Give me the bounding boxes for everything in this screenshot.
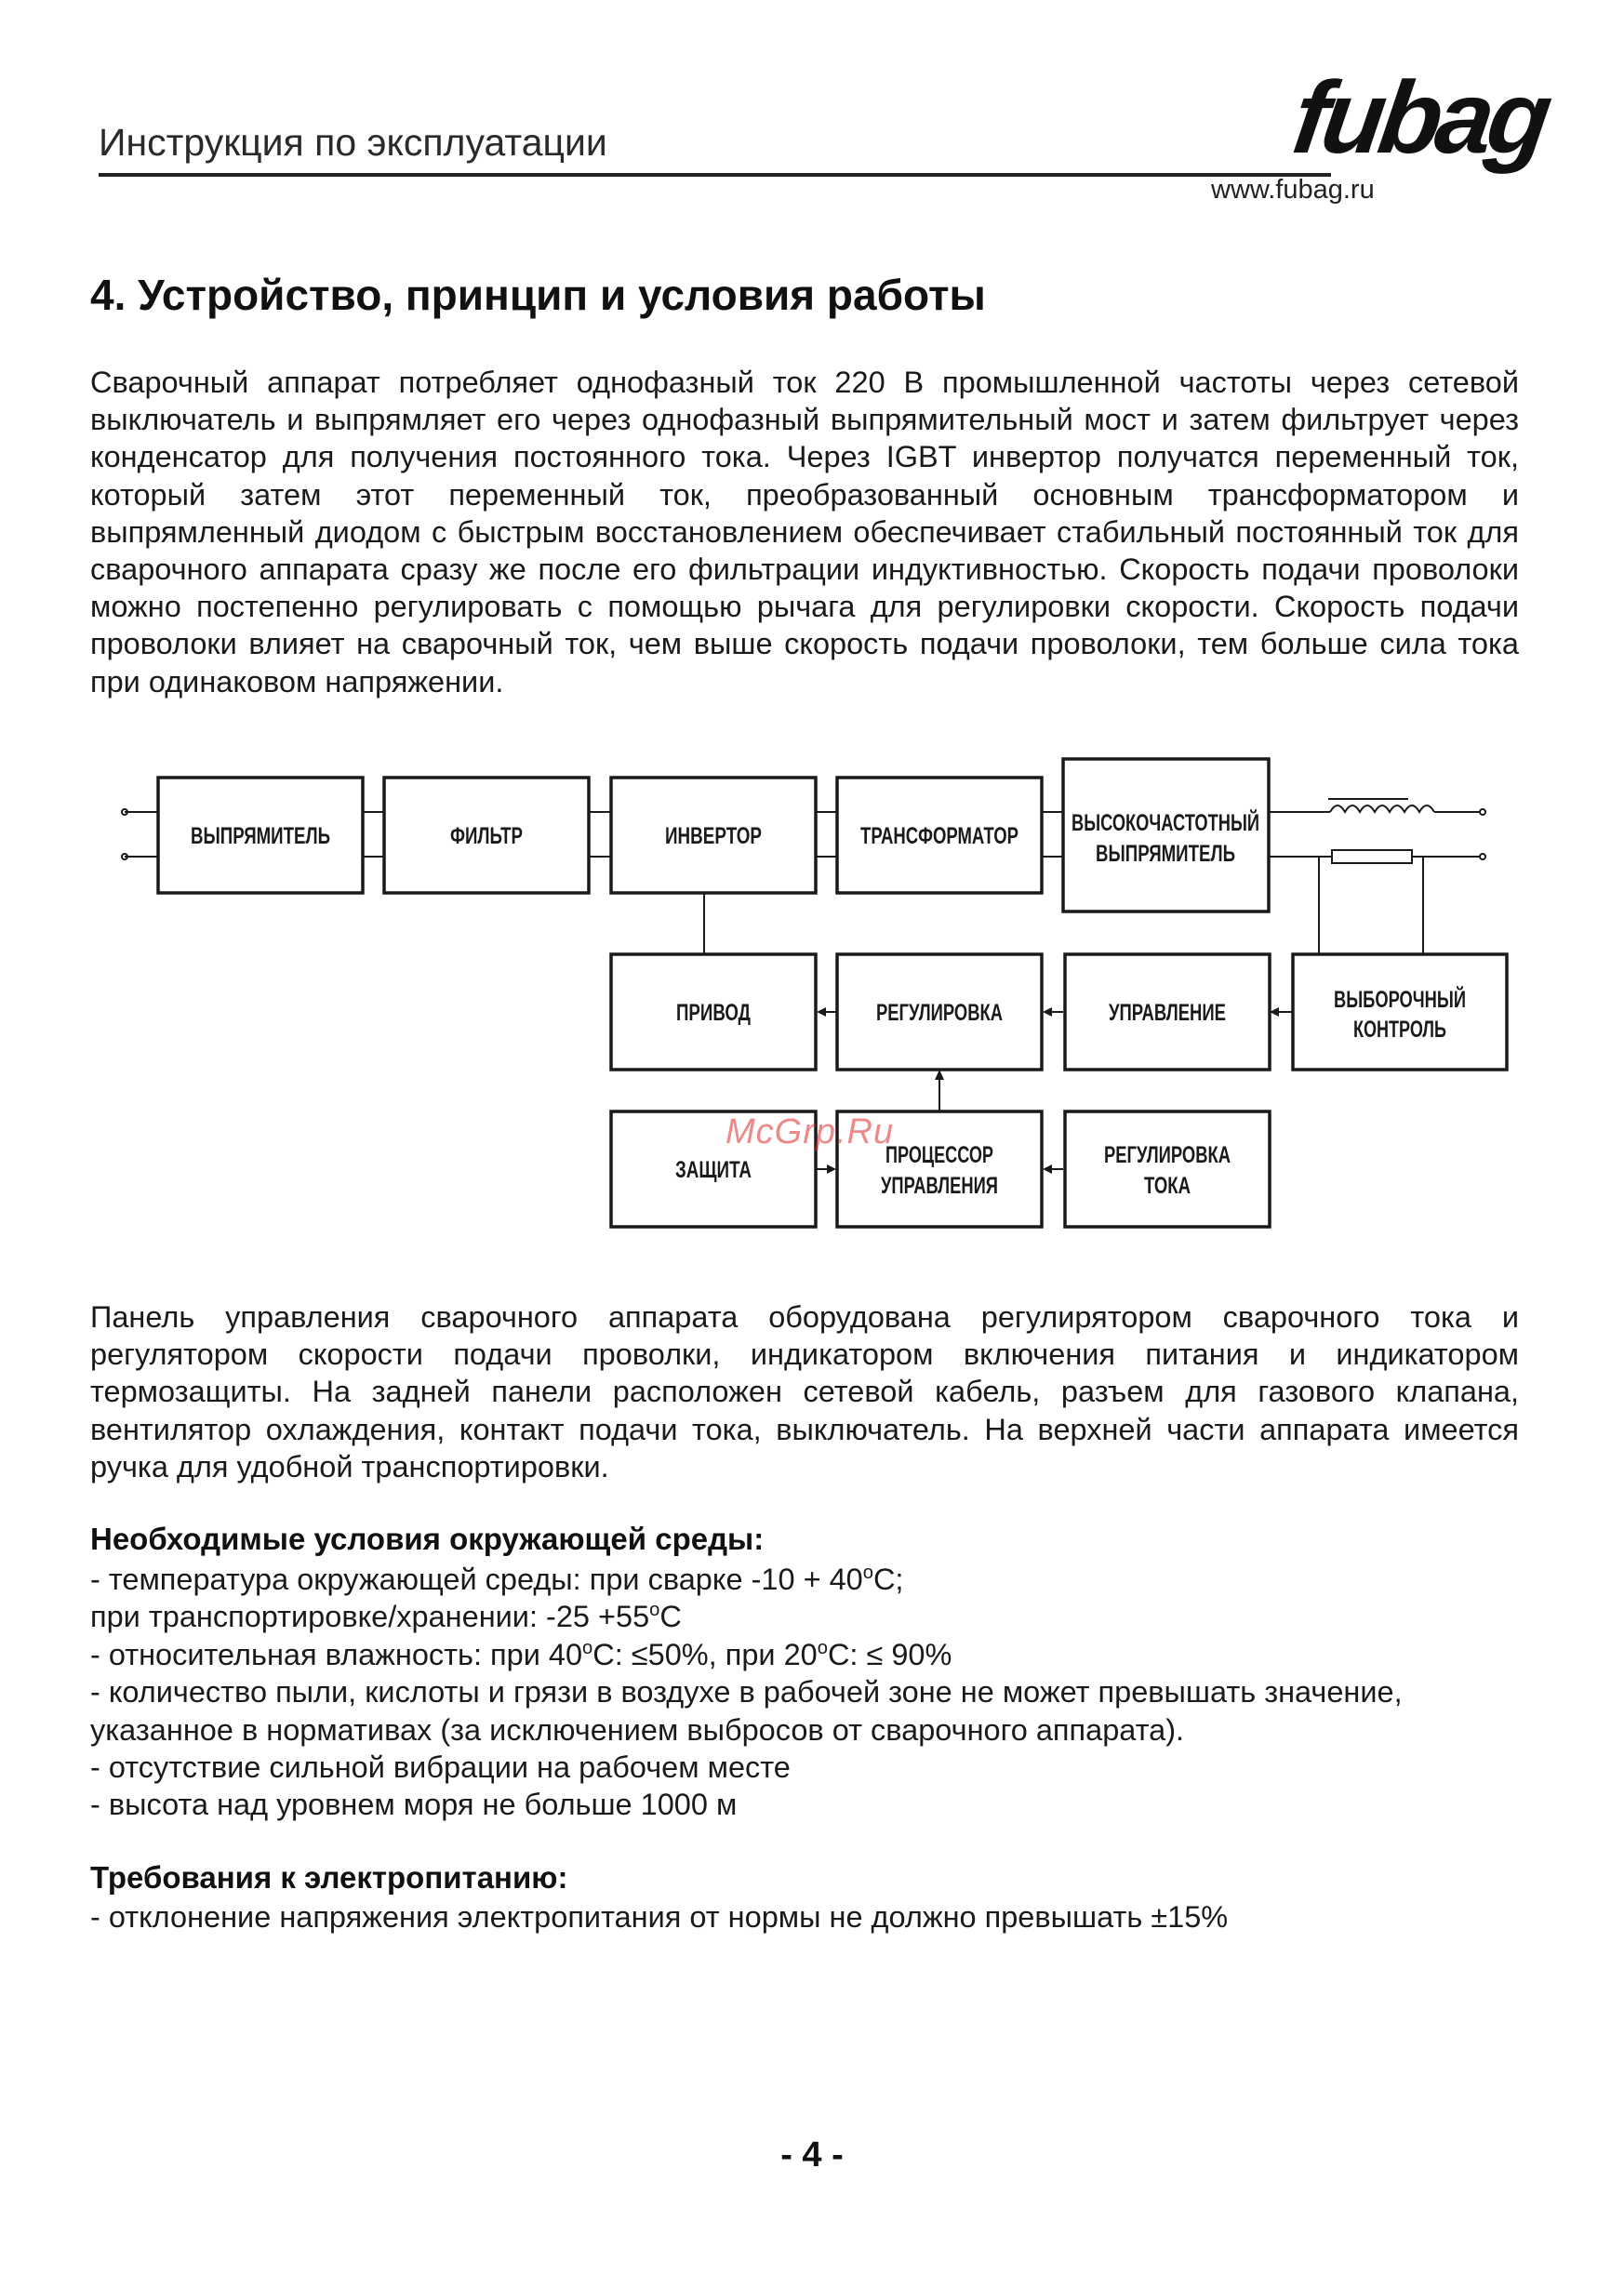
environment-heading: Необходимые условия окружающей среды: <box>90 1522 765 1556</box>
list-item-voltage: - отклонение напряжения электропитания от нормы не должно превышать ±15% <box>90 1900 1229 1934</box>
environment-list <box>90 1561 1523 1824</box>
brand-wordmark: fubag <box>1286 60 1553 175</box>
list-item-dust: - количество пыли, кислоты и грязи в воздухе в рабочей зоне не может превышать значение, указанное в нормативах (за исключением выбросов от сварочного аппарата). <box>90 1675 1403 1747</box>
output-terminal-top <box>1480 809 1485 815</box>
block-current-regulation <box>1065 1111 1270 1227</box>
list-item-vibration: - отсутствие сильной вибрации на рабочем месте <box>90 1750 791 1785</box>
shunt-symbol <box>1332 850 1412 863</box>
label-current-reg-line2: ТОКА <box>1144 1173 1191 1199</box>
panel-paragraph: Панель управления сварочного аппарата оборудована регулирятором сварочного тока и регулятором скорости подачи проволки, индикатором включения питания и индикатором термозащиты. На задней панели расположен сетевой кабель, разъем для газового клапана, вентилятор охлаждения, контакт подачи тока, выключатель. На верхней части аппарата имеется ручка для удобной транспортировки. <box>90 1300 1519 1483</box>
power-list <box>90 1898 1523 1936</box>
header-divider <box>99 173 1331 177</box>
label-current-reg-line1: РЕГУЛИРОВКА <box>1104 1142 1231 1168</box>
label-transformer: ТРАНСФОРМАТОР <box>860 823 1018 849</box>
label-protection: ЗАЩИТА <box>675 1157 752 1183</box>
power-heading: Требования к электропитанию: <box>90 1860 568 1895</box>
label-regulation: РЕГУЛИРОВКА <box>876 1000 1003 1026</box>
intro-paragraph: Сварочный аппарат потребляет однофазный ток 220 В промышленной частоты через сетевой выключатель и выпрямляет его через однофазный выпрямительный мост и затем фильтрует через конденсатор для получения постоянного тока. Через IGBT инвертор получатся переменный ток, который затем этот переменный ток, преобразованный основным трансформатором и выпрямленный диодом с быстрым восстановлением обеспечивает стабильный постоянный ток для сварочного аппарата сразу же после его фильтрации индуктивностью. Скорость подачи проволоки можно постепенно регулировать с помощью рычага для регулировки скорости. Скорость подачи проволоки влияет на сварочный ток, чем выше скорость подачи проволоки, тем больше сила тока при одинаковом напряжении. <box>90 366 1519 698</box>
arrow-to-regulation <box>1043 1007 1052 1017</box>
label-rectifier: ВЫПРЯМИТЕЛЬ <box>191 823 331 849</box>
label-inverter: ИНВЕРТОР <box>665 823 762 849</box>
inductor-symbol <box>1330 805 1434 812</box>
label-hf-rectifier-line2: ВЫПРЯМИТЕЛЬ <box>1096 841 1236 867</box>
block-diagram <box>0 744 1624 1265</box>
section-title: 4. Устройство, принцип и условия работы <box>90 271 986 319</box>
list-item-humidity: - относительная влажность: при $40^oC$: ≤50%, при $20^oC$: ≤ 90% <box>90 1637 952 1671</box>
list-item-altitude: - высота над уровнем моря не больше 1000 м <box>90 1788 738 1822</box>
manual-title: Инструкция по эксплуатации <box>99 121 607 164</box>
label-sampling-line1: ВЫБОРОЧНЫЙ <box>1334 987 1514 1013</box>
label-sampling-line2: КОНТРОЛЬ <box>1353 1017 1447 1043</box>
label-hf-rectifier-line1: ВЫСОКОЧАСТОТНЫЙ <box>1072 810 1329 836</box>
list-item-temp-welding: - температура окружающей среды: при сварке $-10 + 40^oC$; <box>90 1563 904 1596</box>
label-processor-line1: ПРОЦЕССОР <box>885 1142 993 1168</box>
output-terminal-bottom <box>1480 854 1485 859</box>
list-item-temp-storage: при транспортировке/хранении: $-25 +55^oC$ <box>90 1600 682 1634</box>
fubag-logo <box>1286 58 1553 188</box>
arrow-to-drive <box>817 1007 826 1017</box>
label-control: УПРАВЛЕНИЕ <box>1109 1000 1226 1026</box>
arrow-to-processor-left <box>827 1164 836 1174</box>
arrow-to-processor-right <box>1043 1164 1052 1174</box>
label-drive: ПРИВОД <box>676 1000 752 1026</box>
page-number: - 4 - <box>780 2135 844 2175</box>
website-url: www.fubag.ru <box>1211 175 1375 205</box>
label-processor-line2: УПРАВЛЕНИЯ <box>881 1173 998 1199</box>
label-filter: ФИЛЬТР <box>450 823 523 849</box>
watermark: McGrp.Ru <box>725 1112 895 1151</box>
